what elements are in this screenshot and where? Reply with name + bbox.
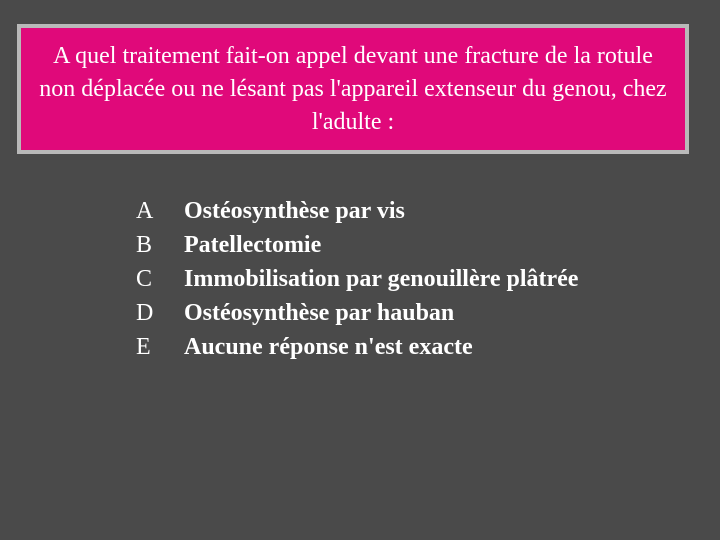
answer-letter: E (136, 334, 151, 360)
answer-letter: D (136, 300, 154, 326)
answer-item-b (136, 232, 578, 266)
question-text: A quel traitement fait-on appel devant une fracture de la rotule non déplacée ou ne lésant pas l'appareil extenseur du genou, chez l'adulte : (39, 42, 667, 135)
answer-text: Ostéosynthèse par vis (184, 198, 405, 224)
answer-item-c (136, 266, 578, 300)
answer-text: Ostéosynthèse par hauban (184, 300, 455, 326)
question-box (17, 24, 689, 154)
answer-list (136, 198, 578, 368)
answer-letter: C (136, 266, 153, 292)
answer-text: Patellectomie (184, 232, 322, 258)
answer-letter: B (136, 232, 153, 258)
answer-item-e (136, 334, 578, 368)
answer-letter: A (136, 198, 154, 224)
answer-item-d (136, 300, 578, 334)
answer-text: Aucune réponse n'est exacte (184, 334, 473, 360)
answer-text: Immobilisation par genouillère plâtrée (184, 266, 579, 292)
answer-item-a (136, 198, 578, 232)
